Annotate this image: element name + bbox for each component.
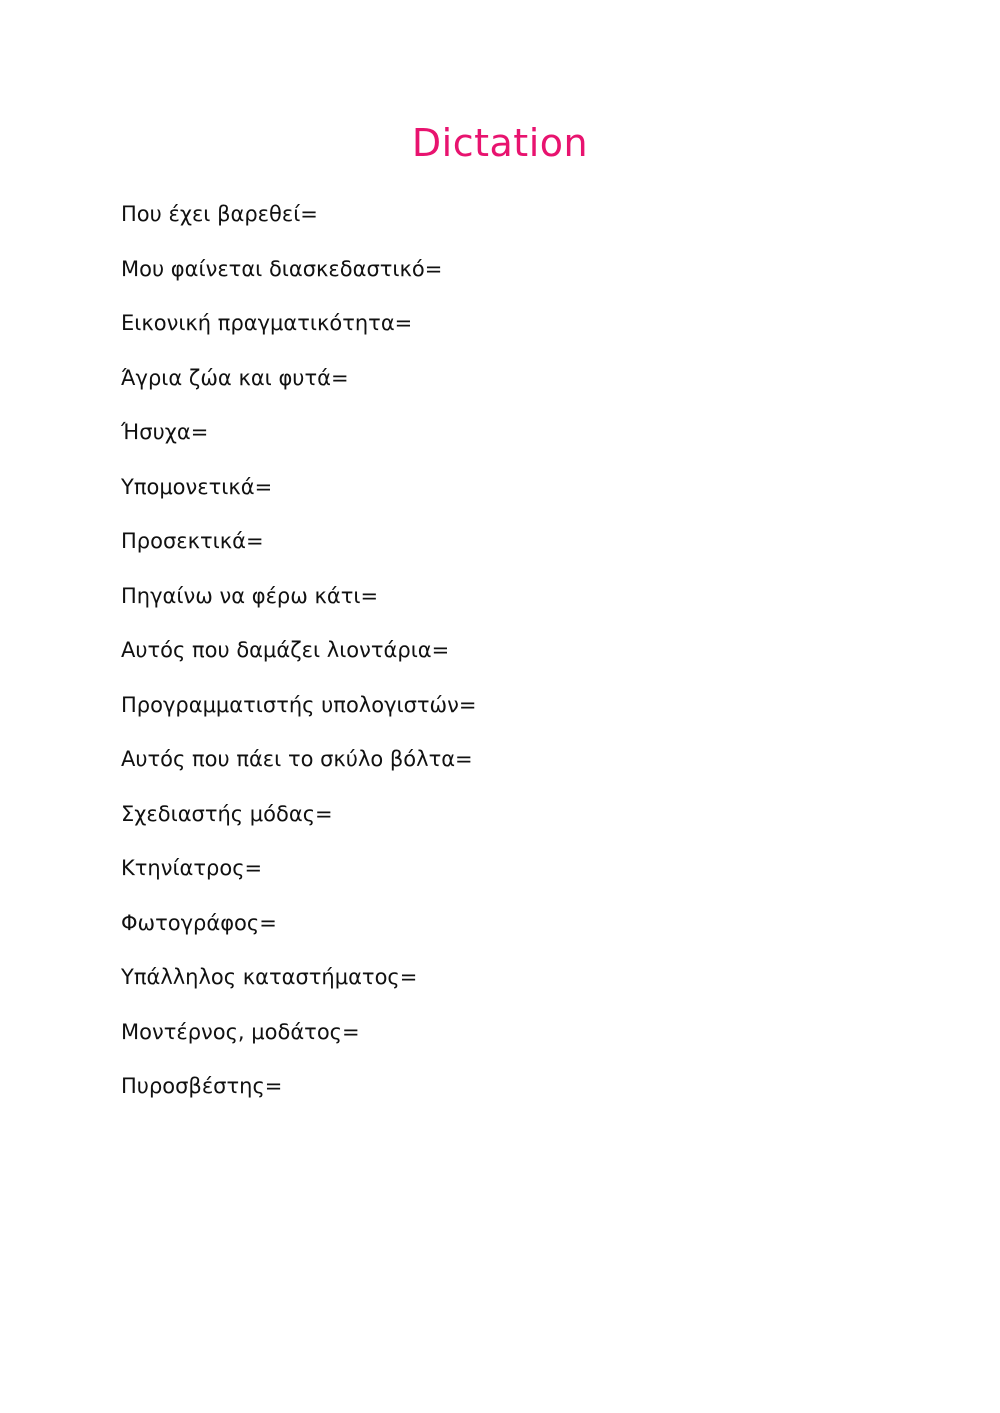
dictation-item: Φωτογράφος=: [121, 910, 277, 935]
dictation-item: Σχεδιαστής μόδας=: [121, 801, 333, 826]
dictation-item: Μοντέρνος, μοδάτος=: [121, 1019, 360, 1044]
dictation-item: Υπάλληλος καταστήματος=: [121, 965, 418, 989]
dictation-item: Πυροσβέστης=: [121, 1074, 283, 1098]
dictation-item: Πηγαίνω να φέρω κάτι=: [121, 583, 379, 608]
dictation-item: Αυτός που πάει το σκύλο βόλτα=: [121, 747, 473, 771]
dictation-item: Προγραμματιστής υπολογιστών=: [121, 692, 477, 717]
dictation-item: Υπομονετικά=: [121, 474, 273, 499]
dictation-item: Που έχει βαρεθεί=: [121, 202, 318, 226]
dictation-list: [121, 194, 476, 1121]
dictation-item: Μου φαίνεται διασκεδαστικό=: [121, 256, 443, 281]
dictation-item: Αυτός που δαμάζει λιοντάρια=: [121, 638, 450, 662]
dictation-item: Άγρια ζώα και φυτά=: [121, 365, 349, 390]
dictation-item: Προσεκτικά=: [121, 529, 264, 553]
dictation-item: Κτηνίατρος=: [121, 856, 263, 880]
page-title: Dictation: [411, 121, 589, 165]
dictation-item: Εικονική πραγματικότητα=: [121, 311, 413, 335]
dictation-item: Ήσυχα=: [121, 420, 209, 444]
